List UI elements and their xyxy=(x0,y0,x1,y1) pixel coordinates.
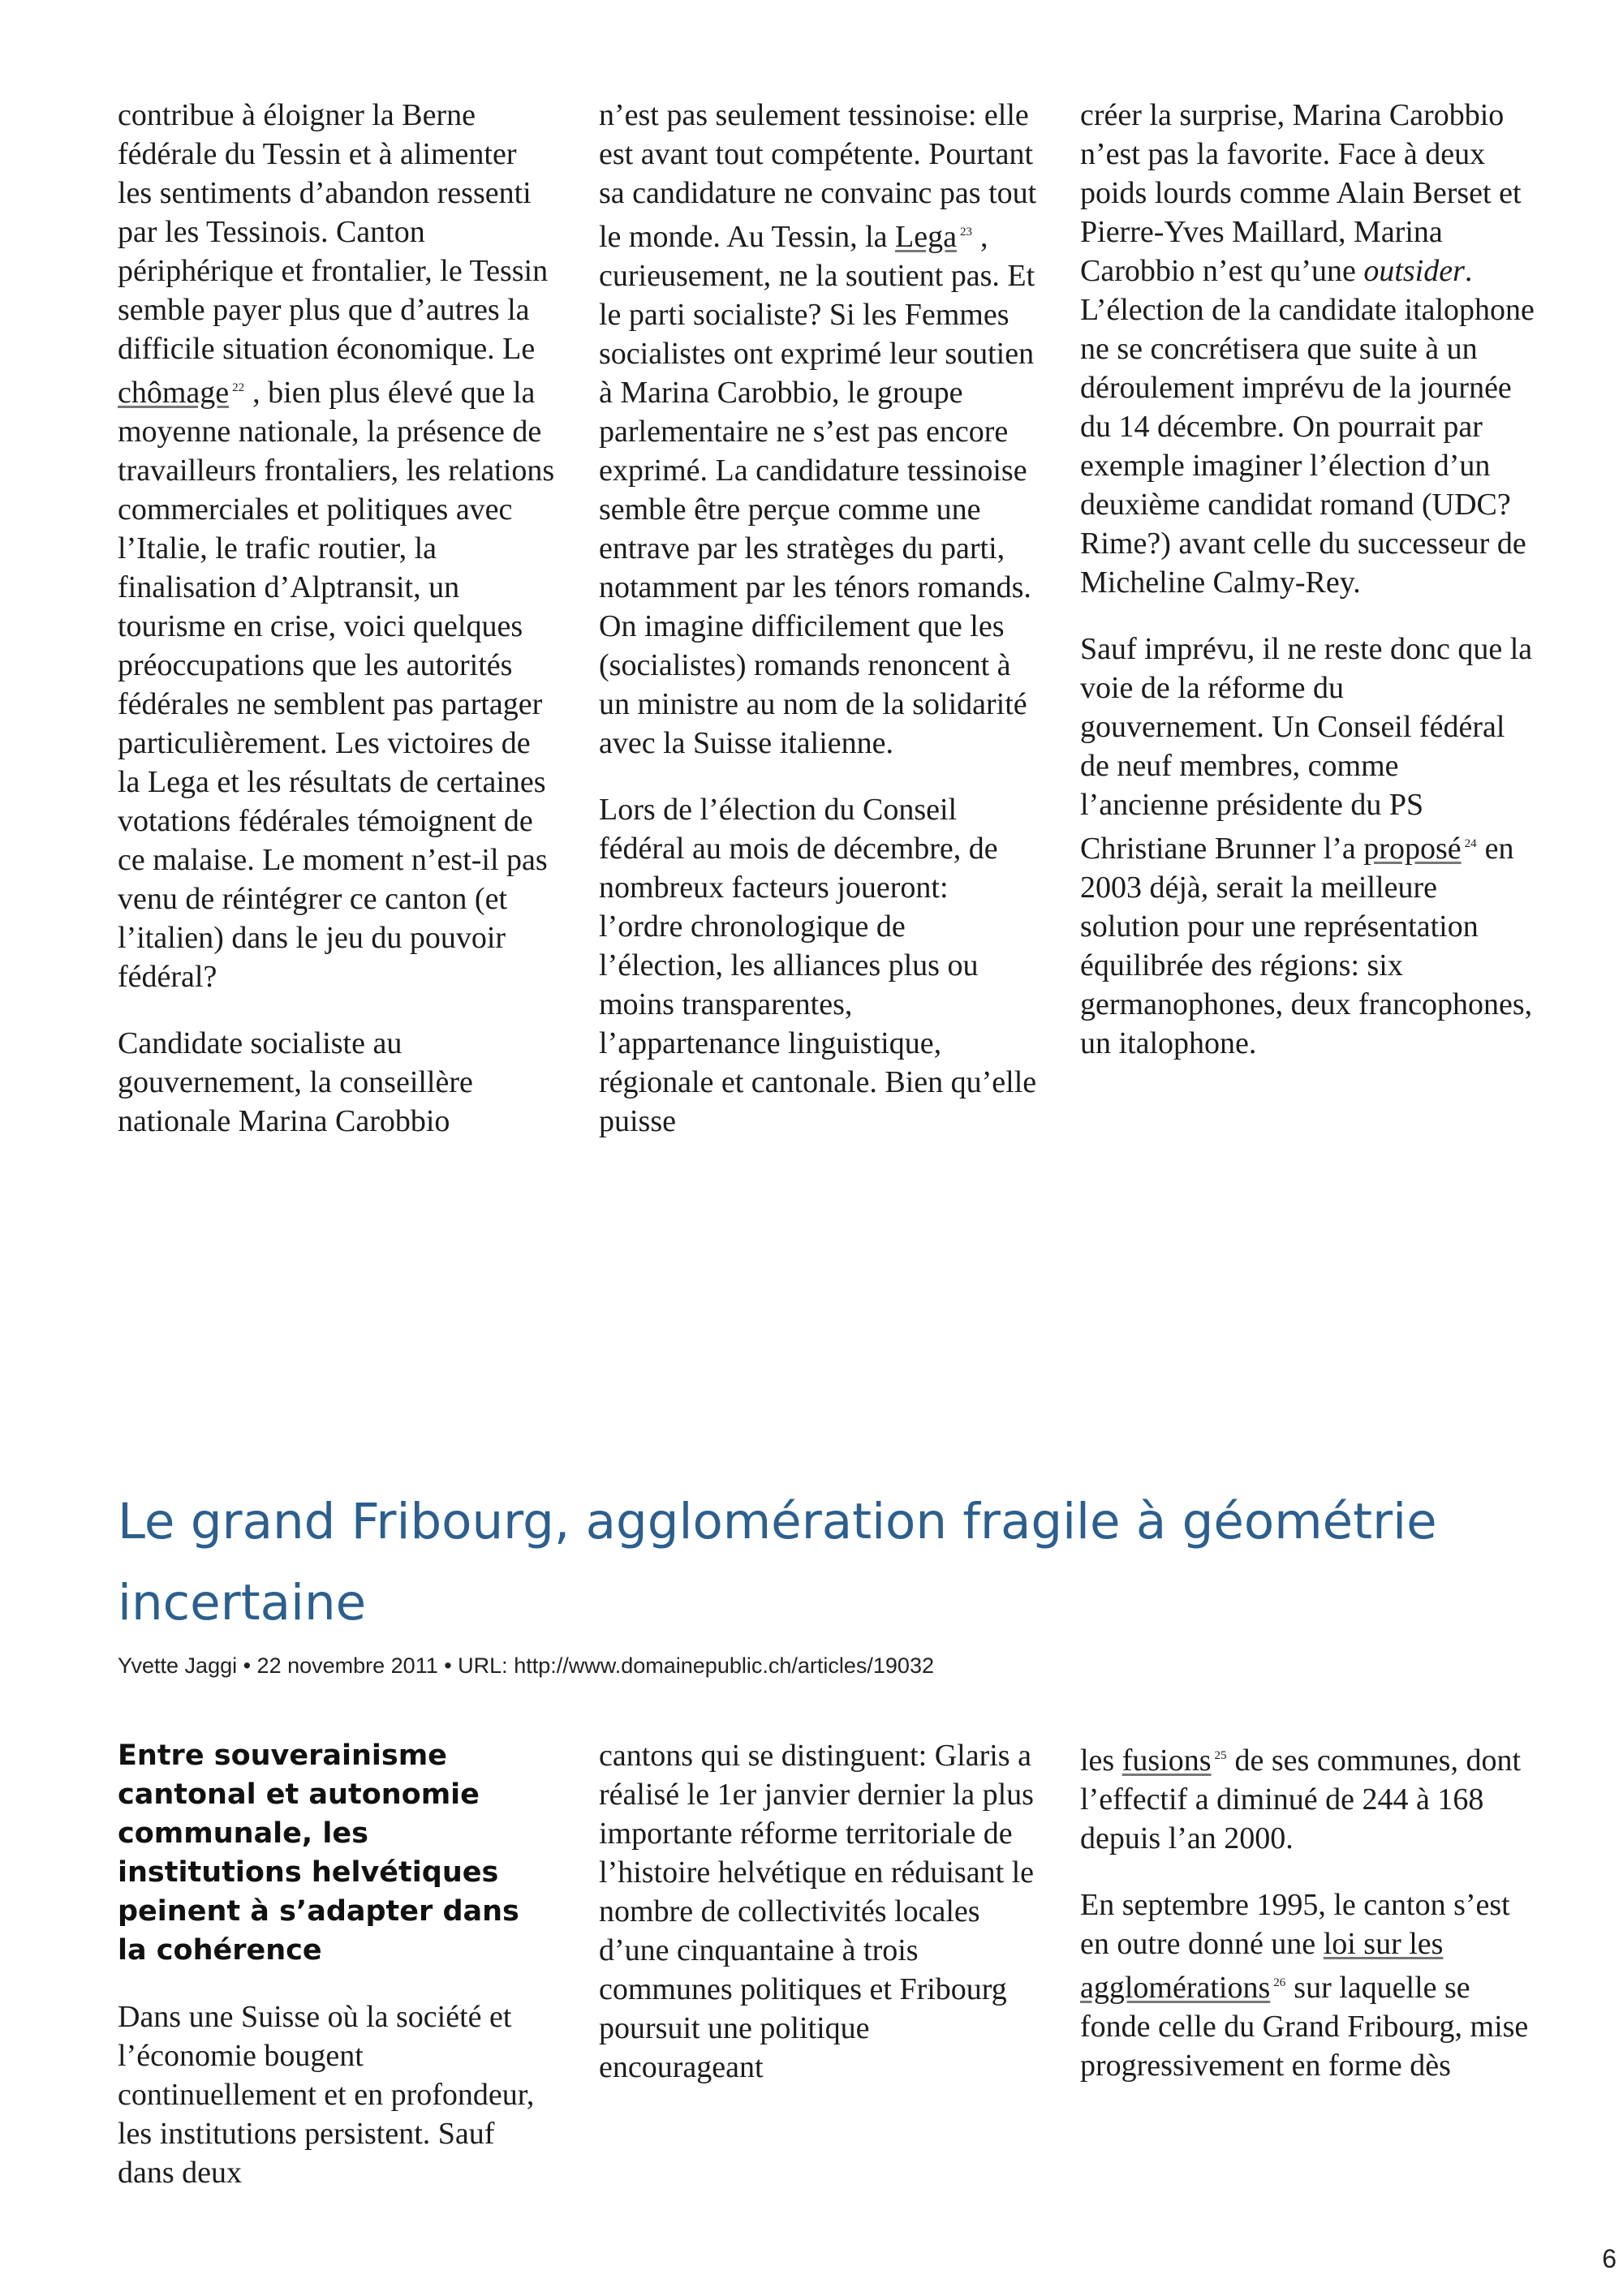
article1-paragraph xyxy=(599,96,1037,763)
article1-column-3 xyxy=(1080,96,1535,1063)
article2-paragraph: cantons qui se distinguent: Glaris a réalisé le 1er janvier dernier la plus importante réforme territoriale de l’histoire helvétique en réduisant le nombre de collectivités locales d’une cinquantaine à trois communes politiques et Fribourg poursuit une politique encourageant xyxy=(599,1739,1035,2084)
body-text: , curieusement, ne la soutient pas. Et le parti socialiste? Si les Femmes socialistes ont exprimé leur soutien à Marina Carobbio, le groupe parlementaire ne s’est pas encore exprimé. La candidature tessinoise semble être perçue comme une entrave par les stratèges du parti, notamment par les ténors romands. On imagine difficilement que les (socialistes) romands renoncent à un ministre au nom de la solidarité avec la Suisse italienne. xyxy=(599,220,1035,760)
article1-paragraph xyxy=(1080,630,1535,1063)
article2-paragraph xyxy=(1080,1885,1535,2085)
link-lega[interactable]: Lega xyxy=(895,220,957,254)
article2-column-2 xyxy=(599,1736,1037,2087)
footnote-ref: 22 xyxy=(232,381,245,394)
article1-paragraph xyxy=(118,96,556,996)
footnote-ref: 26 xyxy=(1273,1976,1286,1989)
article2-column-1 xyxy=(118,1736,556,2192)
footnote-ref: 24 xyxy=(1464,837,1477,850)
article2-paragraph xyxy=(1080,1736,1535,1858)
page-number: 6 xyxy=(1602,2244,1617,2273)
body-text: sur laquelle se fonde celle du Grand Fribourg, mise progressivement en forme dès xyxy=(1080,1971,1529,2083)
article1-column-1 xyxy=(118,96,556,1141)
body-text: n’est pas seulement tessinoise: elle est avant tout compétente. Pourtant sa candidature ne convainc pas tout le monde. Au Tessin, la xyxy=(599,98,1037,254)
emphasis-outsider: outsider xyxy=(1363,254,1465,288)
article2-column-3 xyxy=(1080,1736,1535,2085)
article1-column-2 xyxy=(599,96,1037,1141)
footnote-ref: 23 xyxy=(959,226,972,239)
link-fusions[interactable]: fusions xyxy=(1121,1743,1212,1778)
body-text: . L’élection de la candidate italophone ne se concrétisera que suite à un déroulement imprévu de la journée du 14 décembre. On pourrait par exemple imaginer l’élection d’un deuxième candidat romand (UDC? Rime?) avant celle du successeur de Micheline Calmy-Rey. xyxy=(1080,254,1535,600)
article1-paragraph: Lors de l’élection du Conseil fédéral au mois de décembre, de nombreux facteurs joueront: l’ordre chronologique de l’élection, les alliances plus ou moins transparentes, l’appartenance linguistique, régionale et cantonale. Bien qu’elle puisse xyxy=(599,793,1037,1138)
body-text: contribue à éloigner la Berne fédérale du Tessin et à alimenter les sentiments d’abandon ressenti par les Tessinois. Canton périphérique et frontalier, le Tessin semble payer plus que d’autres la difficile situation économique. Le xyxy=(118,98,549,366)
article1-paragraph xyxy=(1080,96,1535,602)
link-propose[interactable]: proposé xyxy=(1363,832,1462,866)
article1-paragraph: Candidate socialiste au gouvernement, la conseillère nationale Marina Carobbio xyxy=(118,1026,473,1138)
article-title: Le grand Fribourg, agglomération fragile à géométrie incertaine xyxy=(118,1493,1437,1632)
article2-paragraph: Dans une Suisse où la société et l’économie bougent continuellement et en profondeur, les institutions persistent. Sauf dans deux xyxy=(118,2000,535,2190)
article-meta: Yvette Jaggi • 22 novembre 2011 • URL: http://www.domainepublic.ch/articles/19032 xyxy=(118,1653,934,1678)
body-text: les xyxy=(1080,1743,1122,1778)
body-text: de ses communes, dont l’effectif a diminué de 244 à 168 depuis l’an 2000. xyxy=(1080,1743,1522,1855)
article-lead: Entre souverainisme cantonal et autonomie communale, les institutions helvétiques peinent à s’adapter dans la cohérence xyxy=(118,1739,519,1967)
body-text: créer la surprise, Marina Carobbio n’est pas la favorite. Face à deux poids lourds comme Alain Berset et Pierre-Yves Maillard, Marina Carobbio n’est qu’une xyxy=(1080,98,1522,288)
body-text: , bien plus élevé que la moyenne nationale, la présence de travailleurs frontaliers, les relations commerciales et politiques avec l’Italie, le trafic routier, la finalisation d’Alptransit, un tourisme en crise, voici quelques préoccupations que les autorités fédérales ne semblent pas partager particulièrement. Les victoires de la Lega et les résultats de certaines votations fédérales témoignent de ce malaise. Le moment n’est-il pas venu de réintégrer ce canton (et l’italien) dans le jeu du pouvoir fédéral? xyxy=(118,376,555,994)
body-text: En septembre 1995, le canton s’est en outre donné une xyxy=(1080,1888,1510,1961)
link-loi-agglomerations[interactable]: loi sur les agglomérations xyxy=(1080,1927,1444,2005)
link-chomage[interactable]: chômage xyxy=(118,376,230,410)
body-text: en 2003 déjà, serait la meilleure solution pour une représentation équilibrée des régions: six germanophones, deux francophones, un italophone. xyxy=(1080,832,1533,1060)
body-text: Sauf imprévu, il ne reste donc que la voie de la réforme du gouvernement. Un Conseil fédéral de neuf membres, comme l’ancienne présidente du PS Christiane Brunner l’a xyxy=(1080,632,1533,866)
footnote-ref: 25 xyxy=(1214,1749,1227,1762)
